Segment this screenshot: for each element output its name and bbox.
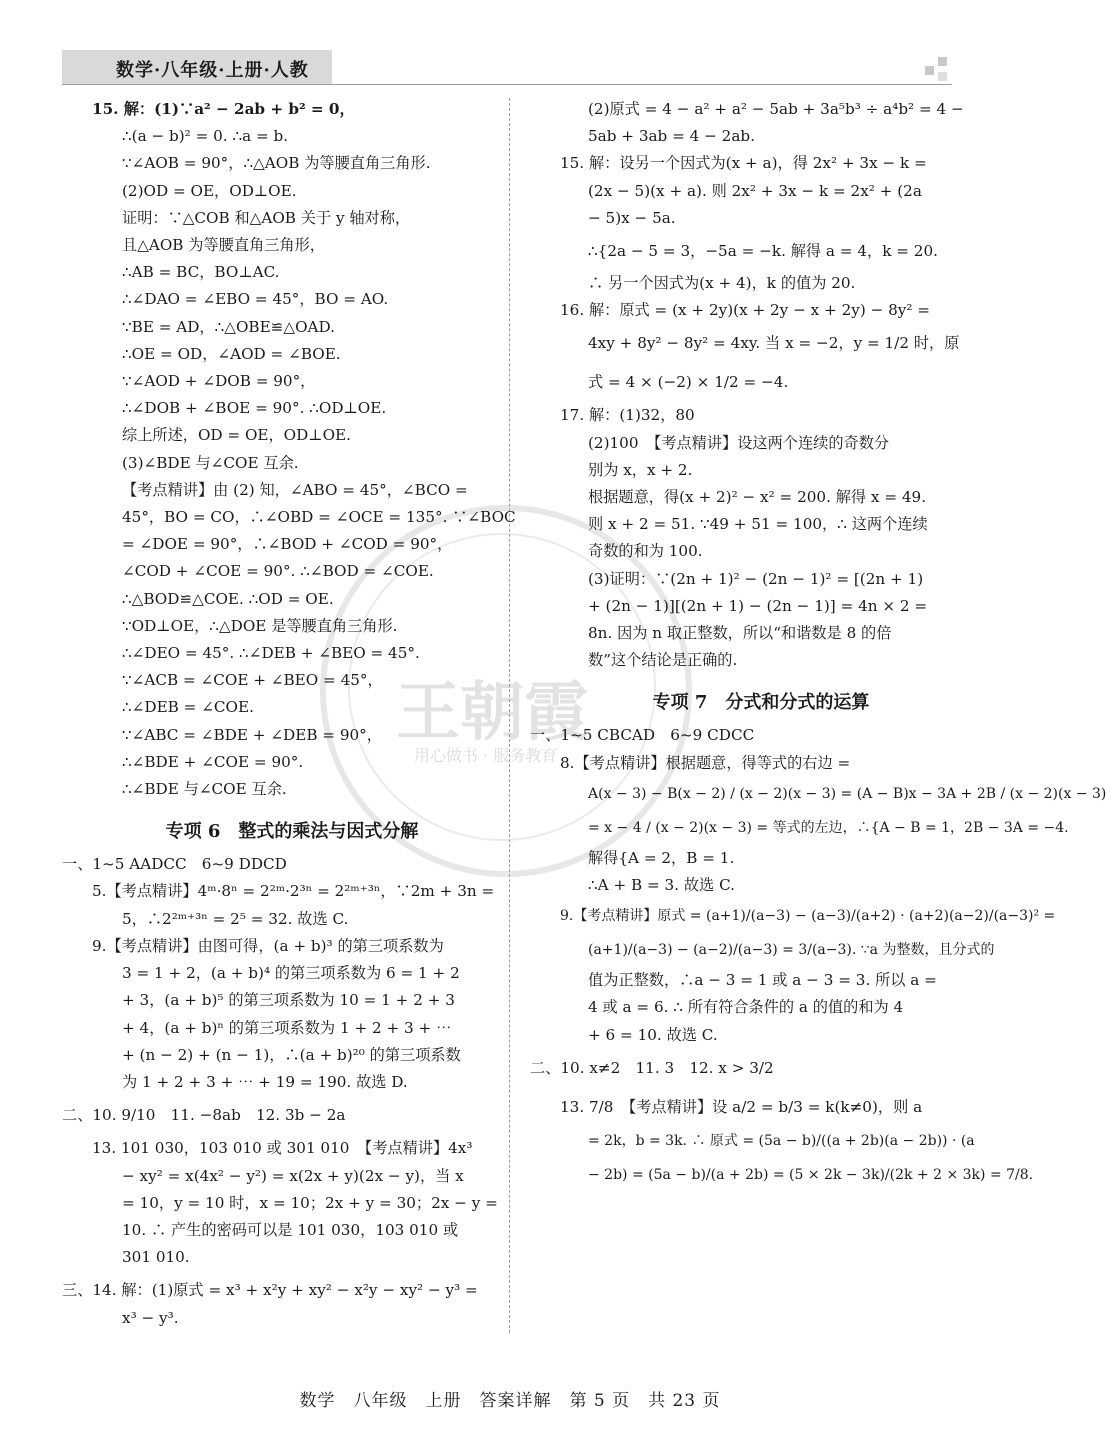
right-column <box>530 96 1106 1192</box>
answer-line: 13. 7/8 【考点精讲】设 a/2 = b/3 = k(k≠0)，则 a <box>560 1098 923 1117</box>
left-column <box>62 96 516 1332</box>
answer-line: 4 或 a = 6. ∴ 所有符合条件的 a 的值的和为 4 <box>588 998 904 1017</box>
answer-line: (a+1)/(a−3) − (a−2)/(a−3) = 3/(a−3). ∵a 为整数，且分式的 <box>588 942 995 959</box>
answer-line: ∵∠ABC = ∠BDE + ∠DEB = 90°， <box>122 725 382 744</box>
answer-line: ∵∠AOD + ∠DOB = 90°， <box>122 372 316 391</box>
page-footer: 数学 八年级 上册 答案详解 第 5 页 共 23 页 <box>299 1391 721 1411</box>
answer-line: 值为正整数，∴a − 3 = 1 或 a − 3 = 3. 所以 a = <box>588 971 937 990</box>
answer-line: (2)原式 = 4 − a² + a² − 5ab + 3a⁵b³ ÷ a⁴b² = 4 − <box>588 100 964 118</box>
answer-line: 9.【考点精讲】原式 = (a+1)/(a−3) − (a−3)/(a+2) · (a+2)(a−2)/(a−3)² = <box>560 908 1056 925</box>
answer-line: 为 1 + 2 + 3 + ⋯ + 19 = 190. 故选 D. <box>122 1072 408 1091</box>
answer-line: ∴A + B = 3. 故选 C. <box>588 876 735 895</box>
answer-line: 一、1~5 CBCAD 6~9 CDCC <box>530 726 755 745</box>
answer-line: 且△AOB 为等腰直角三角形， <box>122 236 325 255</box>
answer-line: (3)∠BDE 与∠COE 互余. <box>122 453 299 472</box>
answer-line: 解得{A = 2，B = 1. <box>588 848 735 867</box>
answer-line: = 2k，b = 3k. ∴ 原式 = (5a − b)/((a + 2b)(a − 2b)) · (a <box>588 1133 975 1150</box>
answer-line: − 5)x − 5a. <box>588 208 676 227</box>
answer-line: + 3，(a + b)⁵ 的第三项系数为 10 = 1 + 2 + 3 <box>122 991 455 1010</box>
answer-line: 奇数的和为 100. <box>588 542 703 561</box>
answer-line: 8n. 因为 n 取正整数，所以“和谐数是 8 的倍 <box>588 624 892 643</box>
corner-decoration <box>938 57 947 66</box>
answer-line: 8.【考点精讲】根据题意，得等式的右边 = <box>560 753 851 772</box>
answer-line: 综上所述，OD = OE，OD⊥OE. <box>122 426 351 445</box>
section-title-7: 专项 7 分式和分式的运算 <box>652 692 870 714</box>
answer-line: 9.【考点精讲】由图可得，(a + b)³ 的第三项系数为 <box>92 936 444 955</box>
answer-line: 式 = 4 × (−2) × 1/2 = −4. <box>588 373 789 392</box>
header-title: 数学·八年级·上册·人教 <box>116 60 309 81</box>
answer-line: 301 010. <box>122 1248 190 1267</box>
answer-line: 【考点精讲】由 (2) 知，∠ABO = 45°，∠BCO = <box>122 480 468 499</box>
answer-line: ∴{2a − 5 = 3，−5a = −k. 解得 a = 4，k = 20. <box>588 242 938 261</box>
answer-line: 4xy + 8y² − 8y² = 4xy. 当 x = −2，y = 1/2 时，原 <box>588 334 960 353</box>
answer-line: (3)证明：∵(2n + 1)² − (2n − 1)² = [(2n + 1) <box>588 569 924 588</box>
answer-line: ∴∠DEO = 45°. ∴∠DEB + ∠BEO = 45°. <box>122 644 420 663</box>
answer-line: 45°，BO = CO，∴∠OBD = ∠OCE = 135°. ∵∠BOC <box>122 508 516 527</box>
header-rule <box>62 84 952 85</box>
column-divider <box>509 98 510 1333</box>
answer-line: 根据题意，得(x + 2)² − x² = 200. 解得 x = 49. <box>588 488 927 507</box>
answer-line: 5，∴2²ᵐ⁺³ⁿ = 2⁵ = 32. 故选 C. <box>122 909 349 928</box>
answer-line: (2)OD = OE，OD⊥OE. <box>122 181 297 200</box>
answer-line: 别为 x，x + 2. <box>588 460 693 479</box>
answer-line: 5ab + 3ab = 4 − 2ab. <box>588 127 755 146</box>
answer-line: (2)100 【考点精讲】设这两个连续的奇数分 <box>588 433 890 452</box>
answer-line: (2x − 5)(x + a). 则 2x² + 3x − k = 2x² + (2a <box>588 181 922 200</box>
answer-line: 则 x + 2 = 51. ∵49 + 51 = 100，∴ 这两个连续 <box>588 515 928 534</box>
answer-line: 二、10. 9/10 11. −8ab 12. 3b − 2a <box>62 1106 346 1125</box>
answer-line: ∴AB = BC，BO⊥AC. <box>122 263 280 282</box>
corner-decoration <box>938 72 947 81</box>
answer-line: + 6 = 10. 故选 C. <box>588 1025 718 1044</box>
answer-line: − 2b) = (5a − b)/(a + 2b) = (5 × 2k − 3k)/(2k + 2 × 3k) = 7/8. <box>588 1167 1034 1184</box>
section-title-6: 专项 6 整式的乘法与因式分解 <box>165 821 419 843</box>
answer-line: A(x − 3) − B(x − 2) / (x − 2)(x − 3) = (A − B)x − 3A + 2B / (x − 2)(x − 3) <box>588 785 1106 802</box>
answer-line: ∴OE = OD，∠AOD = ∠BOE. <box>122 344 341 363</box>
answer-line: ∵BE = AD，∴△OBE≌△OAD. <box>122 317 335 336</box>
answer-line: + (2n − 1)][(2n + 1) − (2n − 1)] = 4n × 2 = <box>588 596 928 615</box>
answer-line: ∵OD⊥OE，∴△DOE 是等腰直角三角形. <box>122 616 398 635</box>
answer-line: = 10，y = 10 时，x = 10；2x + y = 30；2x − y = <box>122 1193 498 1212</box>
answer-line: ∴△BOD≌△COE. ∴OD = OE. <box>122 589 334 608</box>
answer-line: 5.【考点精讲】4ᵐ·8ⁿ = 2²ᵐ·2³ⁿ = 2²ᵐ⁺³ⁿ，∵2m + 3n = <box>92 882 495 901</box>
watermark-slogan: 用心做书 · 服务教育 <box>414 746 558 765</box>
watermark-name: 王朝霞 <box>396 675 588 750</box>
answer-line: 3 = 1 + 2，(a + b)⁴ 的第三项系数为 6 = 1 + 2 <box>122 964 460 983</box>
answer-line: 证明：∵△COB 和△AOB 关于 y 轴对称， <box>122 208 411 227</box>
answer-line: ∵∠ACB = ∠COE + ∠BEO = 45°， <box>122 671 383 690</box>
corner-decoration <box>925 66 934 75</box>
answer-line: 一、1~5 AADCC 6~9 DDCD <box>62 855 287 874</box>
answer-line: ∴(a − b)² = 0. ∴a = b. <box>122 127 289 146</box>
answer-line: 15. 解：设另一个因式为(x + a)，得 2x² + 3x − k = <box>560 154 927 173</box>
answer-line: 17. 解：(1)32，80 <box>560 406 695 425</box>
answer-line: 10. ∴ 产生的密码可以是 101 030，103 010 或 <box>122 1220 459 1239</box>
answer-line: ∴ 另一个因式为(x + 4)，k 的值为 20. <box>588 274 856 293</box>
answer-line: 三、14. 解：(1)原式 = x³ + x²y + xy² − x²y − xy² − y³ = <box>62 1281 478 1300</box>
answer-line: ∴∠BDE + ∠COE = 90°. <box>122 752 304 771</box>
answer-line: + 4，(a + b)ⁿ 的第三项系数为 1 + 2 + 3 + ⋯ <box>122 1018 452 1037</box>
answer-line: 二、10. x≠2 11. 3 12. x > 3/2 <box>530 1058 774 1077</box>
answer-line: x³ − y³. <box>122 1308 179 1327</box>
answer-line: − xy² = x(4x² − y²) = x(2x + y)(2x − y)，当 x <box>122 1166 464 1185</box>
answer-line: 13. 101 030，103 010 或 301 010 【考点精讲】4x³ <box>92 1139 473 1158</box>
answer-line: 15. 解：(1)∵a² − 2ab + b² = 0， <box>92 100 355 118</box>
answer-line: ∴∠DOB + ∠BOE = 90°. ∴OD⊥OE. <box>122 399 387 418</box>
answer-line: 数”这个结论是正确的. <box>588 651 738 670</box>
answer-line: 16. 解：原式 = (x + 2y)(x + 2y − x + 2y) − 8y² = <box>560 301 931 320</box>
answer-line: ∴∠DEB = ∠COE. <box>122 698 254 717</box>
answer-line: = x − 4 / (x − 2)(x − 3) = 等式的左边，∴{A − B = 1，2B − 3A = −4. <box>588 819 1069 836</box>
answer-line: ∴∠BDE 与∠COE 互余. <box>122 780 287 799</box>
answer-line: = ∠DOE = 90°，∴∠BOD + ∠COD = 90°， <box>122 535 453 554</box>
answer-line: ∴∠DAO = ∠EBO = 45°，BO = AO. <box>122 290 389 309</box>
answer-line: ∵∠AOB = 90°，∴△AOB 为等腰直角三角形. <box>122 154 431 173</box>
answer-line: + (n − 2) + (n − 1)，∴(a + b)²⁰ 的第三项系数 <box>122 1045 461 1064</box>
answer-line: ∠COD + ∠COE = 90°. ∴∠BOD = ∠COE. <box>122 562 434 581</box>
